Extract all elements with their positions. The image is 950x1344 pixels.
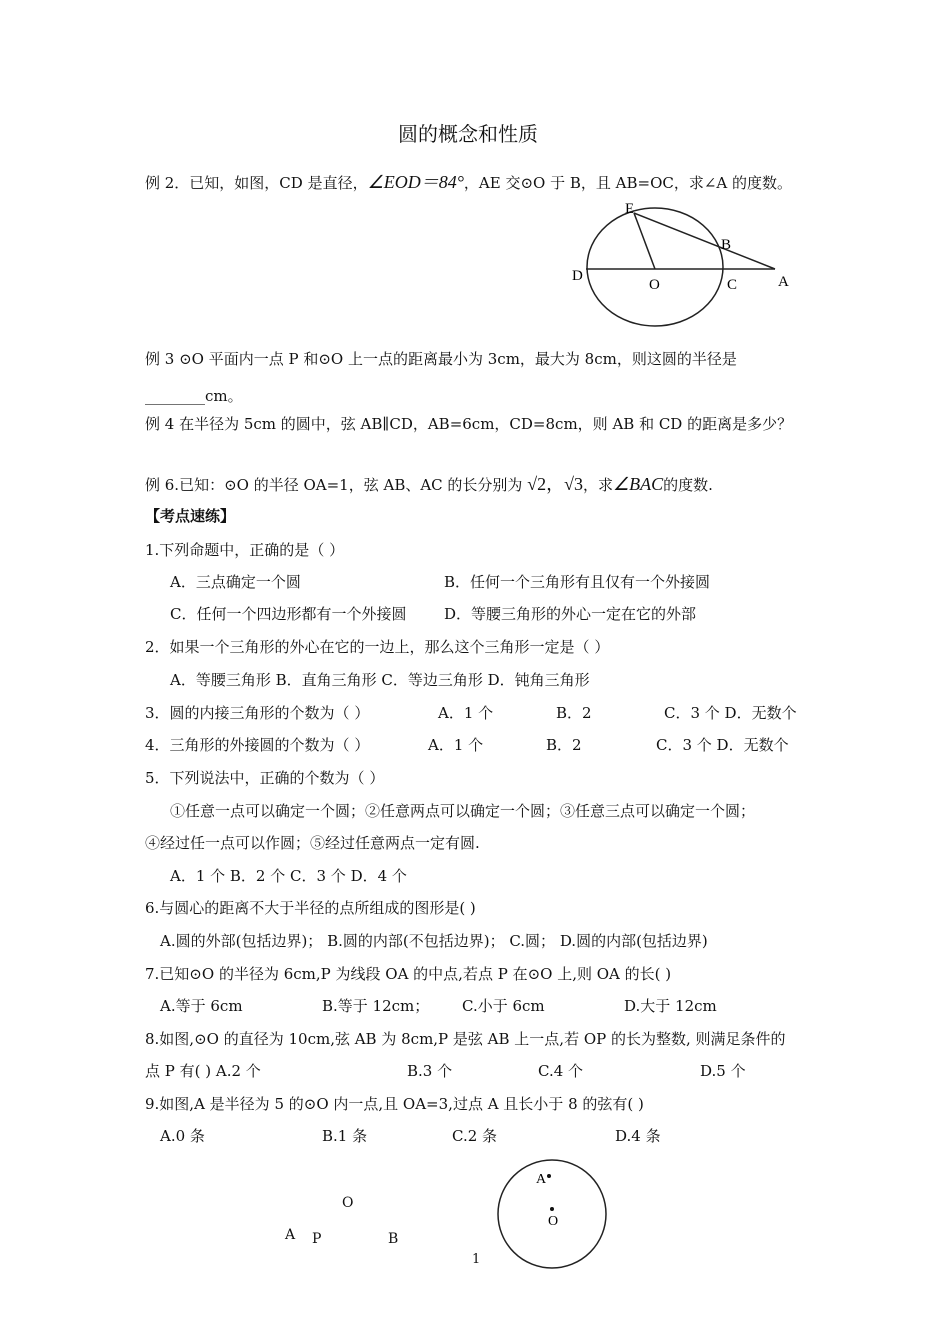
example-3-line2: ________cm。	[145, 387, 243, 405]
q1-option-b: B．任何一个三角形有且仅有一个外接圆	[444, 573, 711, 591]
example-2-suffix: ，AE 交⊙O 于 B，且 AB=OC，求∠A 的度数。	[463, 174, 793, 192]
q7-option-d: D.大于 12cm	[624, 997, 717, 1015]
q5-line1: ①任意一点可以确定一个圆；②任意两点可以确定一个圆；③任意三点可以确定一个圆；	[170, 802, 756, 820]
label-o: O	[649, 277, 660, 293]
page-title: 圆的概念和性质	[398, 122, 538, 146]
example-6-prefix: 例 6.已知：⊙O 的半径 OA=1，弦 AB、AC 的长分别为	[145, 476, 523, 494]
example-2-figure	[565, 200, 815, 330]
q2-stem: 2．如果一个三角形的外心在它的一边上，那么这个三角形一定是（ ）	[145, 638, 610, 656]
point-a	[547, 1174, 551, 1178]
q7-option-c: C.小于 6cm	[462, 997, 545, 1015]
label-d: D	[572, 268, 583, 284]
q5-options: A．1 个 B．2 个 C．3 个 D．4 个	[170, 867, 407, 885]
q3-option-a: A．1 个	[438, 704, 494, 722]
q9-figure	[492, 1157, 612, 1277]
q7-option-a: A.等于 6cm	[160, 997, 243, 1015]
fig8-label-o: O	[342, 1195, 354, 1211]
page-number: 1	[472, 1252, 481, 1267]
fig8-label-p: P	[312, 1231, 322, 1247]
q8-option-c: C.4 个	[538, 1062, 584, 1080]
segment-ea	[634, 213, 775, 269]
q4-stem: 4．三角形的外接圆的个数为（ ）	[145, 736, 370, 754]
example-6	[145, 474, 713, 495]
q3-option-cd: C．3 个 D．无数个	[664, 704, 797, 722]
q1-option-a: A．三点确定一个圆	[170, 573, 301, 591]
example-3-line1: 例 3 ⊙O 平面内一点 P 和⊙O 上一点的距离最小为 3cm，最大为 8cm，则这圆的半径是	[145, 350, 737, 368]
q8-option-d: D.5 个	[700, 1062, 746, 1080]
q2-options: A．等腰三角形 B．直角三角形 C．等边三角形 D．钝角三角形	[170, 671, 590, 689]
label-e: E	[625, 201, 635, 217]
q6-options: A.圆的外部(包括边界)； B.圆的内部(不包括边界)； C.圆； D.圆的内部(包括边界)	[160, 932, 708, 950]
q9-option-a: A.0 条	[160, 1127, 205, 1145]
section-heading: 【考点速练】	[145, 507, 236, 525]
q4-option-cd: C．3 个 D．无数个	[656, 736, 789, 754]
example-6-angle: ∠BAC	[613, 474, 664, 494]
q5-stem: 5．下列说法中，正确的个数为（ ）	[145, 769, 385, 787]
q9-option-b: B.1 条	[322, 1127, 368, 1145]
q9-stem: 9.如图,A 是半径为 5 的⊙O 内一点,且 OA=3,过点 A 且长小于 8 的弦有( )	[145, 1095, 644, 1113]
example-2-prefix: 例 2．已知，如图，CD 是直径，	[145, 174, 368, 192]
example-4: 例 4 在半径为 5cm 的圆中，弦 AB∥CD，AB=6cm，CD=8cm，则 AB 和 CD 的距离是多少？	[145, 415, 793, 433]
q1-option-d: D．等腰三角形的外心一定在它的外部	[444, 605, 697, 623]
q6-stem: 6.与圆心的距离不大于半径的点所组成的图形是( )	[145, 899, 476, 917]
segment-oe	[634, 213, 655, 269]
example-6-suffix: 的度数.	[663, 476, 713, 494]
q1-option-c: C．任何一个四边形都有一个外接圆	[170, 605, 407, 623]
q8-line2: 点 P 有( ) A.2 个	[145, 1062, 261, 1080]
example-2-angle: ∠EOD＝84°	[367, 172, 464, 192]
fig9-label-a: A	[536, 1172, 547, 1187]
q7-option-b: B.等于 12cm；	[322, 997, 430, 1015]
q3-option-b: B．2	[556, 704, 592, 722]
label-b: B	[721, 237, 732, 253]
example-2	[145, 172, 792, 193]
label-c: C	[727, 277, 738, 293]
q4-option-a: A．1 个	[428, 736, 484, 754]
q4-option-b: B．2	[546, 736, 582, 754]
point-o	[550, 1207, 554, 1211]
q5-line2: ④经过任一点可以作圆；⑤经过任意两点一定有圆.	[145, 834, 480, 852]
label-a: A	[778, 274, 789, 290]
fig8-label-a: A	[285, 1227, 296, 1243]
q7-stem: 7.已知⊙O 的半径为 6cm,P 为线段 OA 的中点,若点 P 在⊙O 上,则 OA 的长( )	[145, 965, 672, 983]
example-6-lengths: √2，√3	[527, 474, 583, 494]
q8-line1: 8.如图,⊙O 的直径为 10cm,弦 AB 为 8cm,P 是弦 AB 上一点,若 OP 的长为整数, 则满足条件的	[145, 1030, 786, 1048]
fig8-label-b: B	[388, 1231, 399, 1247]
q9-option-c: C.2 条	[452, 1127, 498, 1145]
q3-stem: 3．圆的内接三角形的个数为（ ）	[145, 704, 370, 722]
example-6-mid: ，求	[582, 476, 613, 494]
fig9-label-o: O	[548, 1214, 559, 1229]
q9-option-d: D.4 条	[615, 1127, 661, 1145]
q1-stem: 1.下列命题中，正确的是（ ）	[145, 541, 345, 559]
q8-option-b: B.3 个	[407, 1062, 453, 1080]
